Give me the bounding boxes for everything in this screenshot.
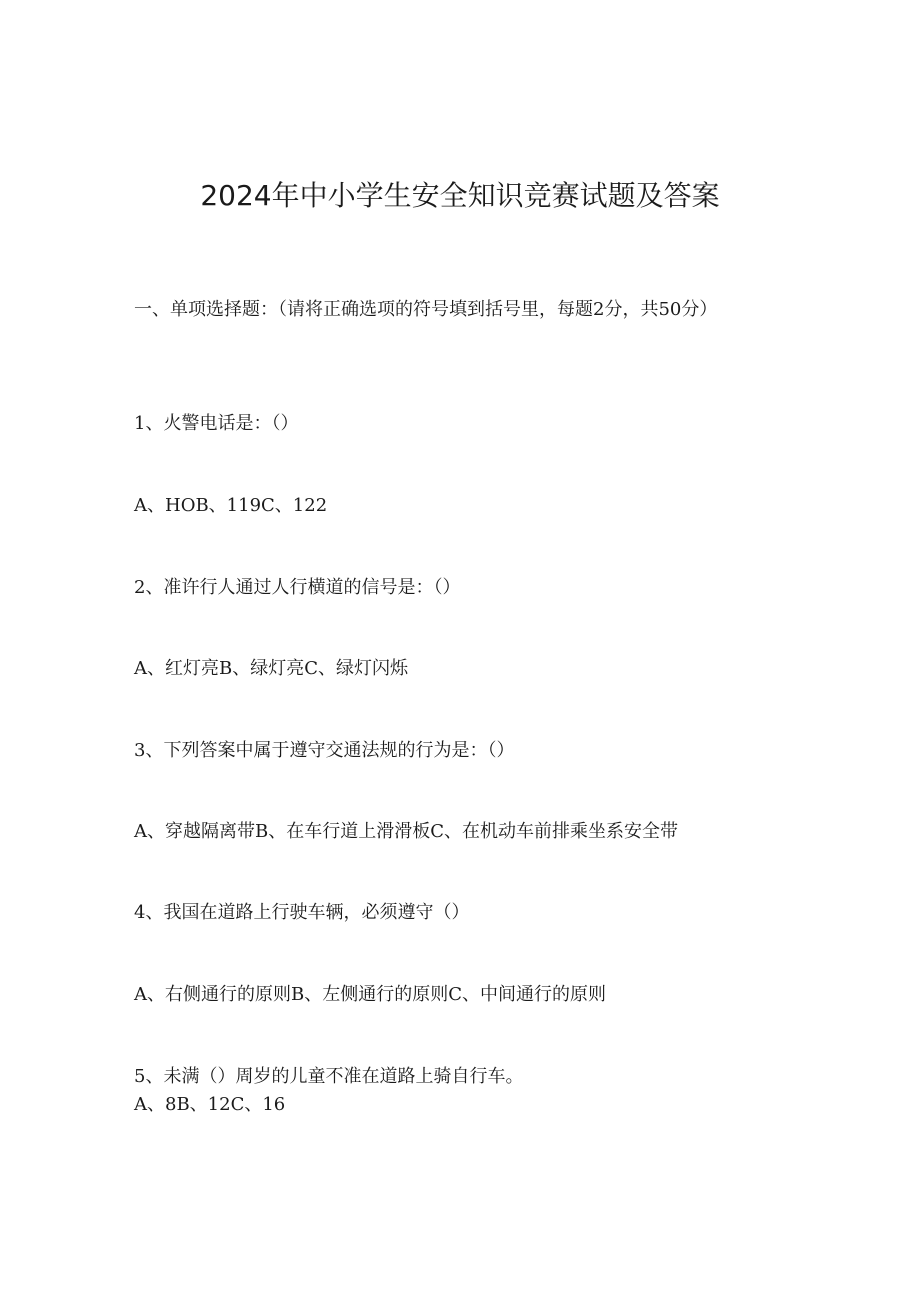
question-2: 2、准许行人通过人行横道的信号是：（） [134, 577, 461, 598]
document-title: 2024年中小学生安全知识竞赛试题及答案 [200, 179, 720, 212]
question-2-options: A、红灯亮B、绿灯亮C、绿灯闪烁 [134, 658, 408, 679]
question-5-options: A、8B、12C、16 [134, 1094, 286, 1115]
question-3-options: A、穿越隔离带B、在车行道上滑滑板C、在机动车前排乘坐系安全带 [134, 821, 678, 842]
section-heading: 一、单项选择题：（请将正确选项的符号填到括号里，每题2分，共50分） [134, 299, 718, 320]
question-5: 5、未满（）周岁的儿童不准在道路上骑自行车。 [134, 1066, 524, 1087]
question-4: 4、我国在道路上行驶车辆，必须遵守（） [134, 902, 470, 923]
question-1: 1、火警电话是：（） [134, 413, 299, 434]
question-4-options: A、右侧通行的原则B、左侧通行的原则C、中间通行的原则 [134, 984, 606, 1005]
question-1-options: A、HOB、119C、122 [134, 495, 328, 516]
question-3: 3、下列答案中属于遵守交通法规的行为是：（） [134, 740, 515, 761]
